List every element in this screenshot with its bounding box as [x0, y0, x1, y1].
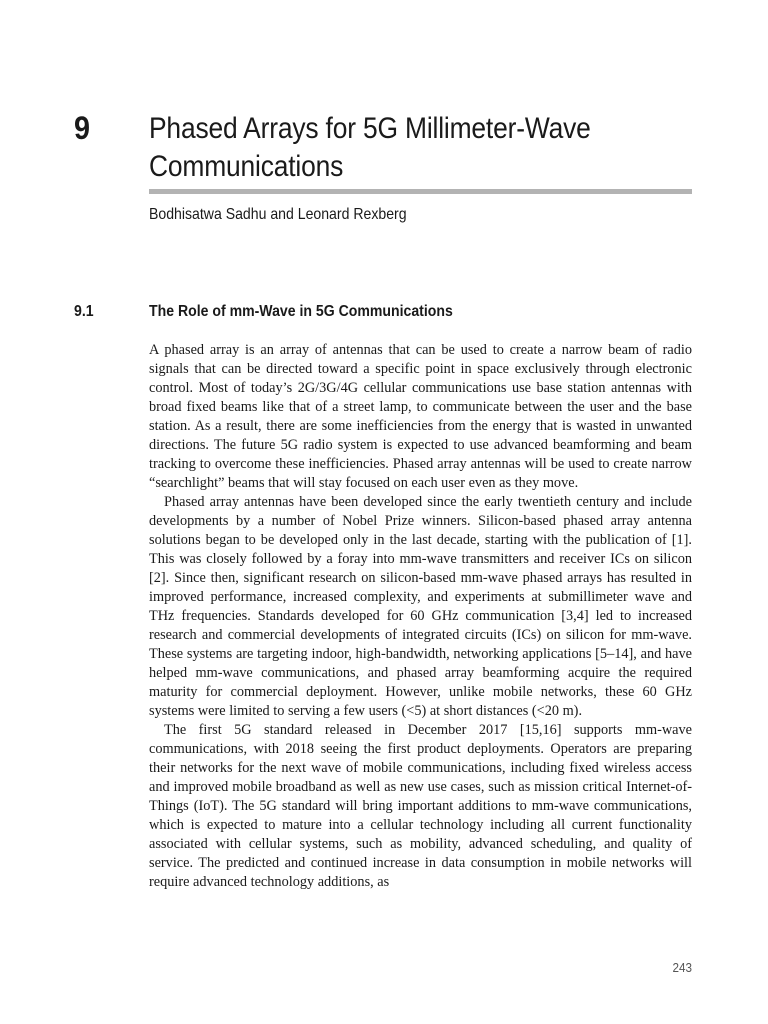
paragraph-3: The first 5G standard released in December 2017 [15,16] supports mm-wave communications, with 2018 seeing the first product deployments. Operators are preparing their networks for the next wave of mobile communications, including fixed wireless access and improved mobile broadband as well as new use cases, such as mission critical Internet-of-Things (IoT). The 5G standard will bring important additions to mm-wave communications, which is expected to mature into a cellular technology including all current functionality associated with cellular systems, such as mobility, advanced scheduling, and quality of service. The predicted and continued increase in data consumption in mobile networks will require advanced technology additions, as	[149, 722, 692, 890]
body-text	[149, 341, 692, 892]
chapter-number: 9	[74, 110, 91, 146]
chapter-authors: Bodhisatwa Sadhu and Leonard Rexberg	[149, 206, 407, 223]
paragraph-2: Phased array antennas have been developed since the early twentieth century and include developments by a number of Nobel Prize winners. Silicon-based phased array antenna solutions began to be developed only in the last decade, starting with the publication of [1]. This was closely followed by a foray into mm-wave transmitters and receiver ICs on silicon [2]. Since then, significant research on silicon-based mm-wave phased arrays has resulted in improved performance, increased complexity, and experiments at submillimeter wave and THz frequencies. Standards developed for 60 GHz communication [3,4] led to increased research and commercial developments of integrated circuits (ICs) on silicon for mm-wave. These systems are targeting indoor, high-bandwidth, networking applications [5–14], and have helped mm-wave communications, and phased array beamforming acquire the required maturity for commercial deployment. However, unlike mobile networks, these 60 GHz systems were limited to serving a few users (<5) at short distances (<20 m).	[149, 494, 692, 719]
paragraph-1: A phased array is an array of antennas that can be used to create a narrow beam of radio signals that can be directed toward a specific point in space exclusively through electronic control. Most of today’s 2G/3G/4G cellular communications use base station antennas with broad fixed beams like that of a street lamp, to communicate between the user and the base station. As a result, there are some inefficiencies from the energy that is wasted in unwanted directions. The future 5G radio system is expected to use advanced beamforming and beam tracking to overcome these inefficiencies. Phased array antennas will be used to create narrow “searchlight” beams that will stay focused on each user even as they move.	[149, 342, 692, 491]
chapter-title-line-1: Phased Arrays for 5G Millimeter-Wave	[149, 112, 591, 145]
title-divider	[149, 189, 692, 194]
section-title: The Role of mm-Wave in 5G Communications	[149, 303, 453, 320]
chapter-title	[149, 110, 677, 186]
chapter-title-line-2: Communications	[149, 150, 344, 183]
page-number: 243	[672, 960, 692, 975]
section-number: 9.1	[74, 303, 94, 320]
